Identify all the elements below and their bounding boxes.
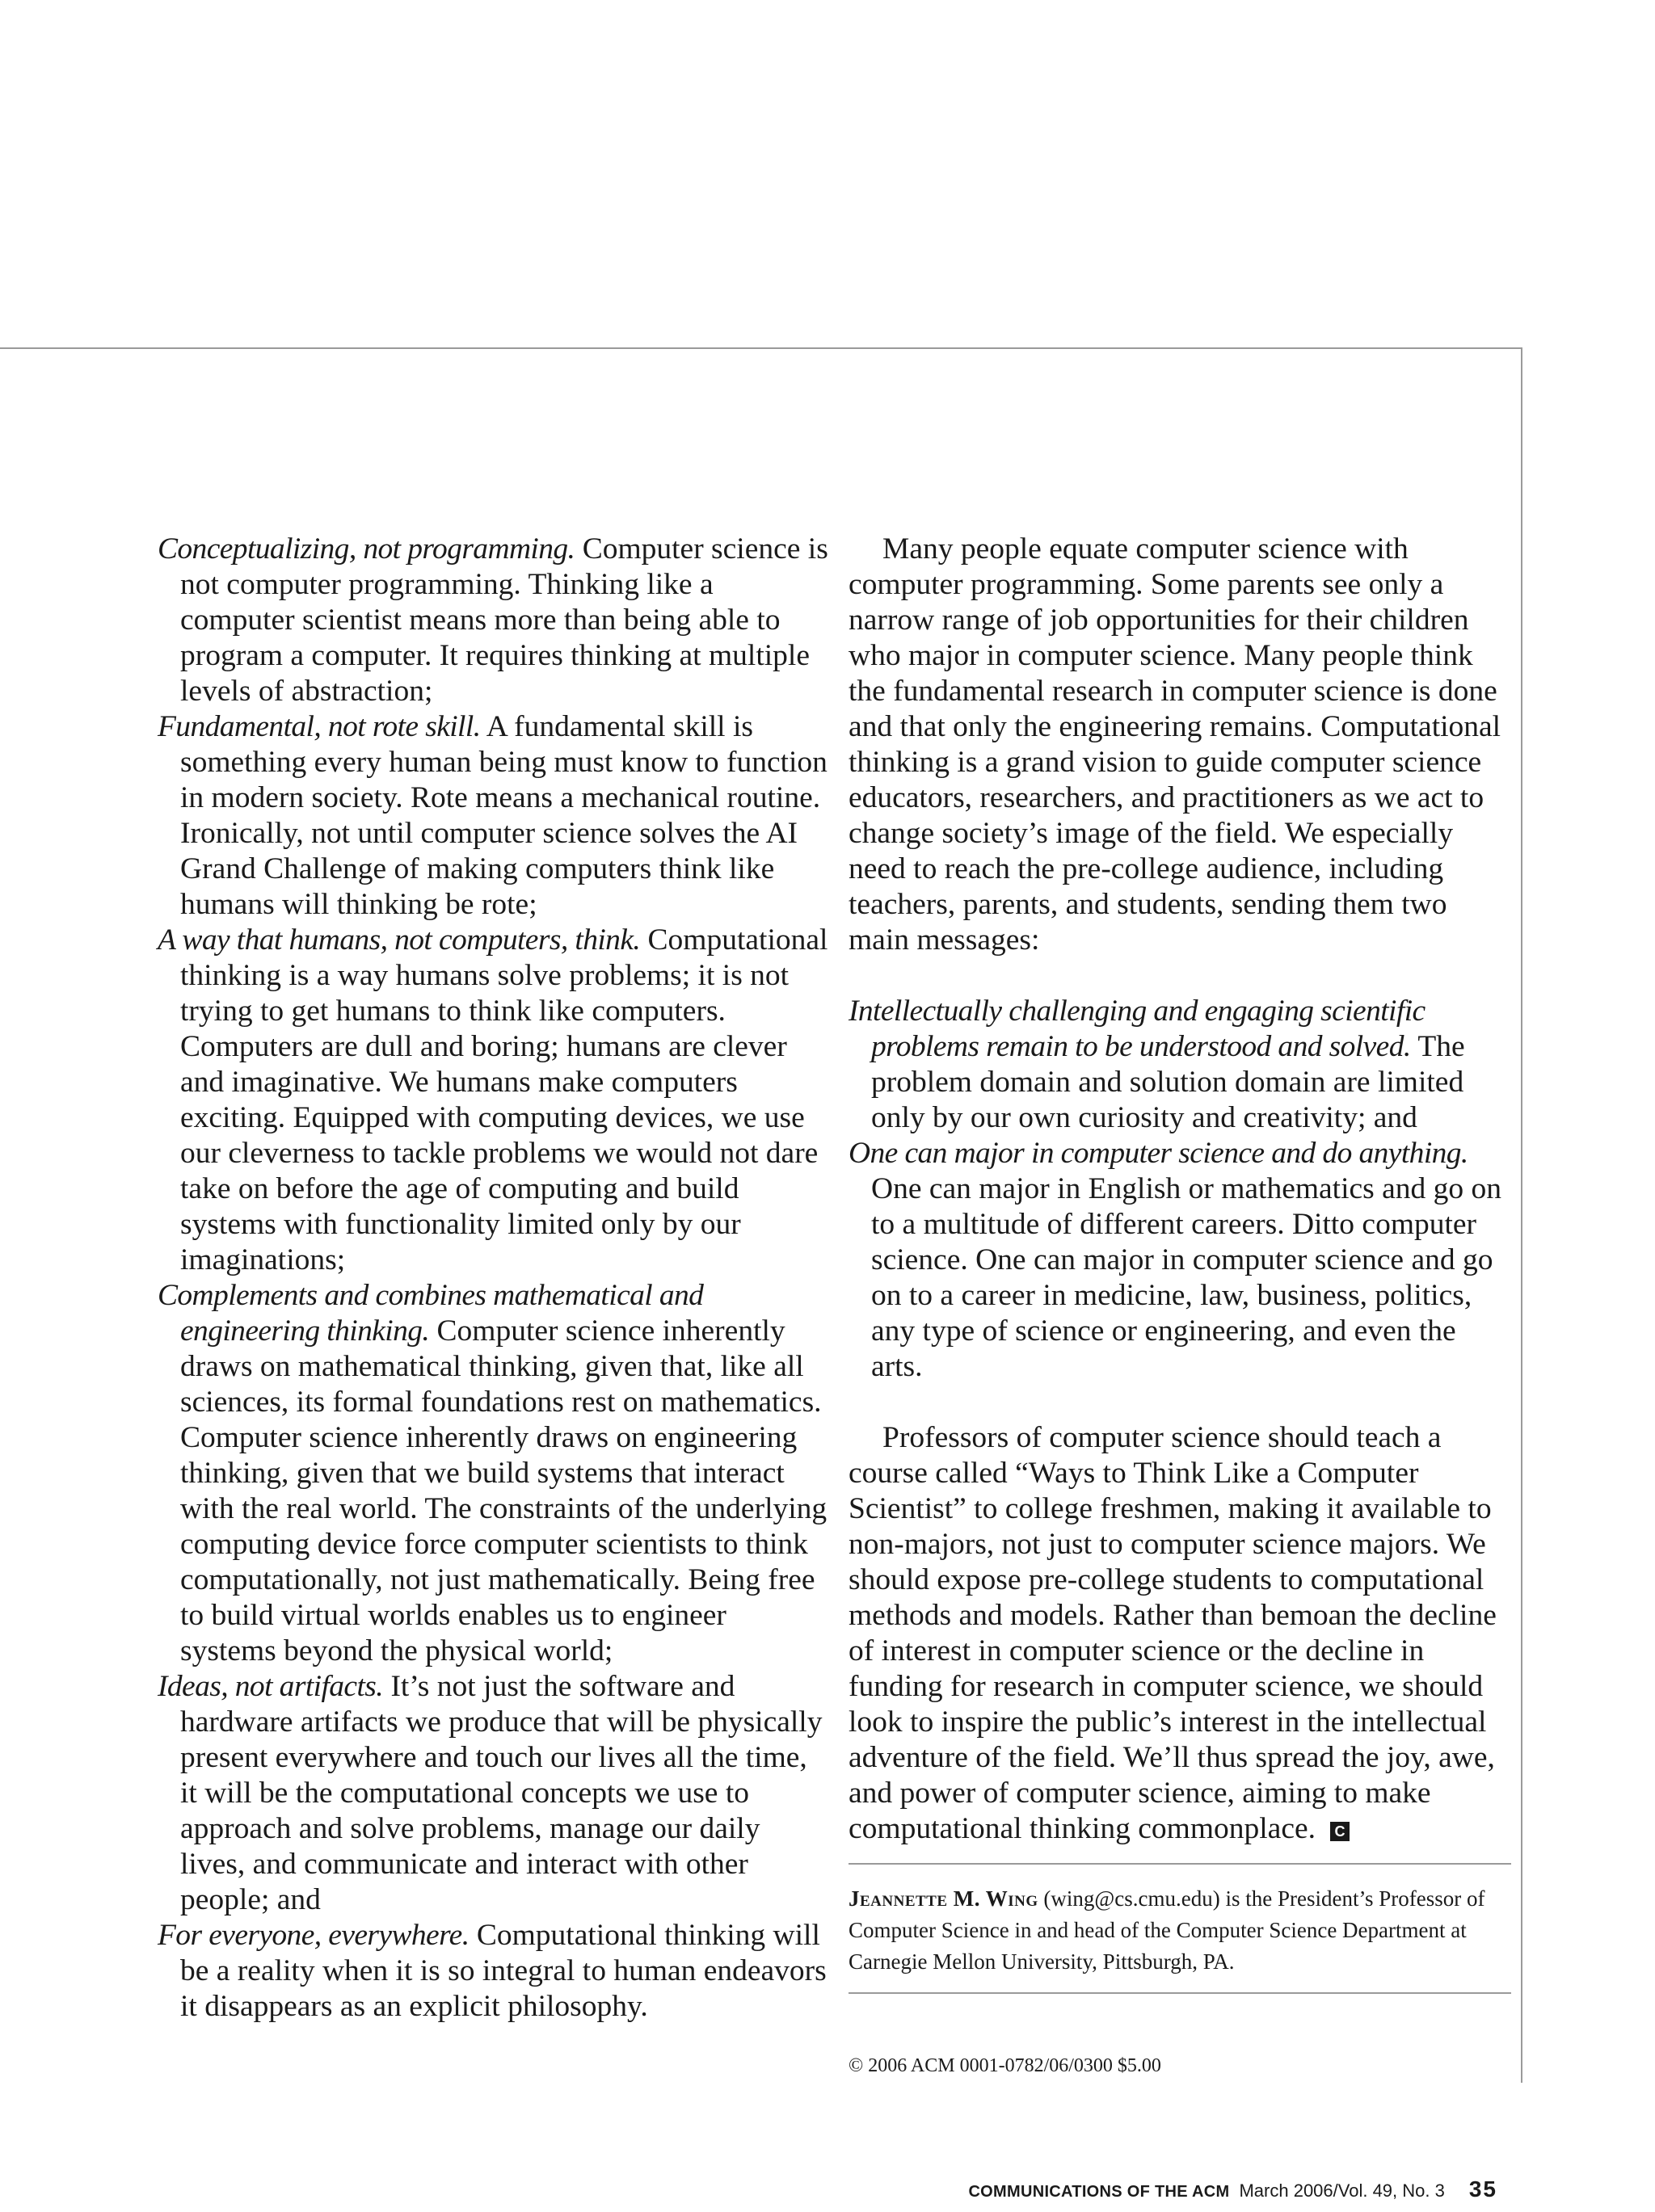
- list-item: [849, 994, 1511, 1136]
- list-item: [158, 532, 828, 709]
- item-text: Computer science inherently draws on mathematical thinking, given that, like all sciences, its formal foundations rest on mathematics. Computer science inherently draws on engineering thinking, given that we build systems that interact with the real world. The constraints of the underlying computing device force computer scientists to think computationally, not just mathematically. Being free to build virtual worlds enables us to engineer systems beyond the physical world;: [180, 1314, 828, 1667]
- item-text: Computational thinking will be a reality when it is so integral to human endeavors it disappears as an explicit philosophy.: [180, 1919, 827, 2023]
- issue-info: March 2006/Vol. 49, No. 3: [1239, 2180, 1445, 2201]
- paragraph-intro: Many people equate computer science with computer programming. Some parents see only a narrow range of job opportunities for their children who major in computer science. Many people think the fundamental research in computer science is done and that only the engineering remains. Computational thinking is a grand vision to guide computer science educators, researchers, and practitioners as we act to change society’s image of the field. We especially need to reach the pre-college audience, including teachers, parents, and students, sending them two main messages:: [849, 532, 1501, 957]
- author-bio: [849, 1883, 1511, 1978]
- list-item: [158, 1278, 828, 1669]
- copyright-notice: © 2006 ACM 0001-0782/06/0300 $5.00: [849, 2055, 1161, 2076]
- item-lead: Conceptualizing, not programming.: [158, 532, 575, 566]
- page-footer: [968, 2176, 1497, 2202]
- author-bio-text: (wing@cs.cmu.edu) is the President’s Professor of Computer Science in and head of the Computer Science Department at Carnegie Mellon University, Pittsburgh, PA.: [849, 1886, 1485, 1974]
- right-margin-rule: [1521, 347, 1522, 2083]
- item-text: One can major in English or mathematics and go on to a multitude of different careers. Ditto computer science. One can major in computer science and go on to a career in medicine, law, business, politics, any type of science or engineering, and even the arts.: [871, 1172, 1502, 1383]
- conclusion-text: Professors of computer science should teach a course called “Ways to Think Like a Computer Scientist” to college freshmen, making it available to non-majors, not just to computer science majors. We should expose pre-college students to computational methods and models. Rather than bemoan the decline of interest in computer science or the decline in funding for research in computer science, we should look to inspire the public’s interest in the intellectual adventure of the field. We’ll thus spread the joy, awe, and power of computer science, aiming to make computational thinking commonplace.: [849, 1421, 1497, 1845]
- item-lead: One can major in computer science and do anything.: [849, 1137, 1468, 1170]
- item-lead: Complements and combines mathematical and engineering thinking.: [158, 1279, 704, 1348]
- bio-bottom-rule: [849, 1992, 1511, 1994]
- list-item: [158, 1669, 828, 1918]
- top-rule: [0, 347, 1521, 349]
- list-item: [158, 923, 828, 1278]
- end-of-article-icon: C: [1330, 1822, 1350, 1841]
- item-lead: Intellectually challenging and engaging scientific problems remain to be understood and solved.: [849, 995, 1425, 1063]
- item-lead: For everyone, everywhere.: [158, 1919, 470, 1952]
- journal-name: COMMUNICATIONS OF THE ACM: [968, 2183, 1230, 2201]
- bio-top-rule: [849, 1863, 1511, 1865]
- item-text: It’s not just the software and hardware artifacts we produce that will be physically present everywhere and touch our lives all the time, it will be the computational concepts we use to approach and solve problems, manage our daily lives, and communicate and interact with other people; and: [180, 1670, 823, 1916]
- author-name: Jeannette M. Wing: [849, 1886, 1038, 1911]
- item-text: A fundamental skill is something every human being must know to function in modern society. Rote means a mechanical routine. Ironically, not until computer science solves the AI Grand Challenge of making computers think like humans will thinking be rote;: [180, 710, 828, 921]
- item-lead: Fundamental, not rote skill.: [158, 710, 481, 743]
- item-lead: A way that humans, not computers, think.: [158, 923, 641, 957]
- left-column: [158, 532, 828, 2025]
- item-text: Computer science is not computer programming. Thinking like a computer scientist means more than being able to program a computer. It requires thinking at multiple levels of abstraction;: [180, 532, 828, 708]
- list-item: [158, 1918, 828, 2025]
- right-column: [849, 532, 1511, 1847]
- item-text: The problem domain and solution domain are limited only by our own curiosity and creativity; and: [871, 1030, 1465, 1134]
- item-text: Computational thinking is a way humans solve problems; it is not trying to get humans to think like computers. Computers are dull and boring; humans are clever and imaginative. We humans make computers exciting. Equipped with computing devices, we use our cleverness to tackle problems we would not dare take on before the age of computing and build systems with functionality limited only by our imaginations;: [180, 923, 828, 1276]
- page-number: 35: [1468, 2176, 1497, 2201]
- messages-list: [849, 994, 1511, 1385]
- item-lead: Ideas, not artifacts.: [158, 1670, 384, 1703]
- list-item: [158, 709, 828, 923]
- list-item: [849, 1136, 1511, 1385]
- paragraph-conclusion: [849, 1420, 1511, 1847]
